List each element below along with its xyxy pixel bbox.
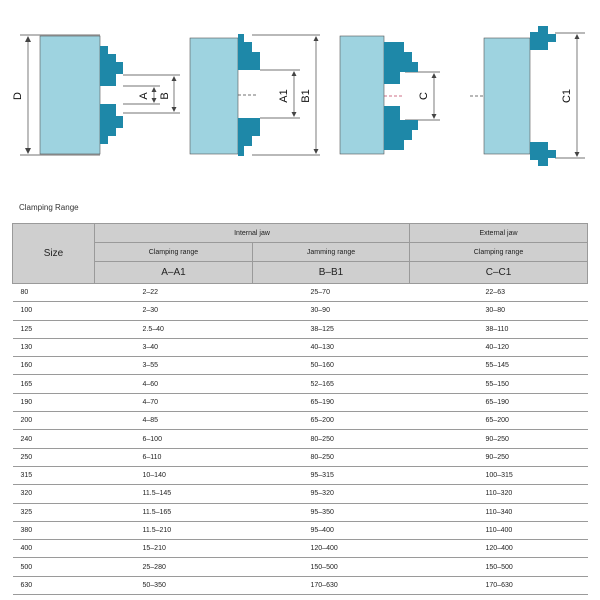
clamping-range-cell: 4–70 (95, 393, 253, 411)
size-cell: 240 (13, 430, 95, 448)
jamming-range-cell: 95–315 (253, 466, 410, 484)
jamming-range-cell: 50–160 (253, 357, 410, 375)
section-title: Clamping Range (19, 203, 79, 212)
table-row (13, 448, 588, 466)
jaw-bottom-3 (384, 106, 418, 150)
external-clamping-range-cell: 55–145 (410, 357, 588, 375)
jamming-range-cell: 150–500 (253, 558, 410, 576)
size-header: Size (13, 224, 95, 284)
table-row (13, 338, 588, 356)
jamming-range-cell: 65–200 (253, 412, 410, 430)
jaw-bottom-1 (100, 104, 123, 144)
table-row (13, 576, 588, 594)
jamming-range-cell: 38–125 (253, 320, 410, 338)
clamping-range-cell: 6–110 (95, 448, 253, 466)
external-clamping-range-cell: 110–320 (410, 485, 588, 503)
table-row (13, 284, 588, 302)
jamming-range-cell: 170–630 (253, 576, 410, 594)
size-cell: 190 (13, 393, 95, 411)
external-jaw-header: External jaw (410, 224, 588, 243)
clamping-range-cell: 3–55 (95, 357, 253, 375)
table-row (13, 430, 588, 448)
size-cell: 165 (13, 375, 95, 393)
table-row (13, 393, 588, 411)
label-c: C (418, 92, 430, 100)
chuck-body-4 (484, 38, 530, 154)
size-cell: 80 (13, 284, 95, 302)
label-a1: A1 (278, 89, 290, 103)
clamping-range-cell: 11.5–165 (95, 503, 253, 521)
table-row (13, 558, 588, 576)
label-c1: C1 (561, 88, 573, 104)
code-b-header: B–B1 (253, 262, 410, 284)
size-cell: 325 (13, 503, 95, 521)
table-row (13, 503, 588, 521)
label-b: B (159, 92, 171, 100)
jaw-top-1 (100, 46, 123, 86)
clamping-range-cell: 15–210 (95, 540, 253, 558)
size-cell: 160 (13, 357, 95, 375)
table-row (13, 466, 588, 484)
external-clamping-range-header: Clamping range (410, 243, 588, 262)
size-cell: 200 (13, 412, 95, 430)
external-clamping-range-cell: 120–400 (410, 540, 588, 558)
size-cell: 100 (13, 302, 95, 320)
external-clamping-range-cell: 65–190 (410, 393, 588, 411)
table-row (13, 302, 588, 320)
jaw-top-2 (238, 34, 260, 70)
table-row (13, 412, 588, 430)
size-cell: 250 (13, 448, 95, 466)
jaw-top-3 (384, 42, 418, 84)
size-cell: 130 (13, 338, 95, 356)
clamping-range-cell: 3–40 (95, 338, 253, 356)
code-c-header: C–C1 (410, 262, 588, 284)
external-clamping-range-cell: 90–250 (410, 448, 588, 466)
external-clamping-range-cell: 40–120 (410, 338, 588, 356)
jamming-range-cell: 95–400 (253, 521, 410, 539)
jaw-bottom-4 (530, 142, 556, 166)
table-row (13, 485, 588, 503)
jamming-range-cell: 80–250 (253, 448, 410, 466)
clamping-range-cell: 2.5–40 (95, 320, 253, 338)
external-clamping-range-cell: 55–150 (410, 375, 588, 393)
jaw-diagrams (0, 0, 600, 200)
clamping-range-cell: 2–30 (95, 302, 253, 320)
size-cell: 400 (13, 540, 95, 558)
clamping-range-cell: 6–100 (95, 430, 253, 448)
size-cell: 315 (13, 466, 95, 484)
size-cell: 320 (13, 485, 95, 503)
label-a: A (138, 92, 150, 100)
clamping-range-cell: 10–140 (95, 466, 253, 484)
size-cell: 125 (13, 320, 95, 338)
jamming-range-cell: 80–250 (253, 430, 410, 448)
external-clamping-range-cell: 38–110 (410, 320, 588, 338)
external-clamping-range-cell: 65–200 (410, 412, 588, 430)
jamming-range-cell: 30–90 (253, 302, 410, 320)
external-clamping-range-cell: 30–80 (410, 302, 588, 320)
size-cell: 380 (13, 521, 95, 539)
clamping-range-table (12, 223, 588, 595)
external-clamping-range-cell: 110–340 (410, 503, 588, 521)
chuck-body-3 (340, 36, 384, 154)
label-b1: B1 (300, 89, 312, 103)
external-clamping-range-cell: 90–250 (410, 430, 588, 448)
table-row (13, 320, 588, 338)
jamming-range-cell: 52–165 (253, 375, 410, 393)
table-row (13, 357, 588, 375)
jamming-range-cell: 25–70 (253, 284, 410, 302)
clamping-range-cell: 11.5–145 (95, 485, 253, 503)
clamping-range-cell: 11.5–210 (95, 521, 253, 539)
external-clamping-range-cell: 110–400 (410, 521, 588, 539)
clamping-range-cell: 4–85 (95, 412, 253, 430)
clamping-range-header: Clamping range (95, 243, 253, 262)
jamming-range-cell: 65–190 (253, 393, 410, 411)
table-row (13, 521, 588, 539)
external-clamping-range-cell: 170–630 (410, 576, 588, 594)
external-clamping-range-cell: 22–63 (410, 284, 588, 302)
table-row (13, 375, 588, 393)
size-cell: 500 (13, 558, 95, 576)
external-clamping-range-cell: 150–500 (410, 558, 588, 576)
chuck-body-1 (40, 36, 100, 154)
clamping-range-cell: 4–60 (95, 375, 253, 393)
jaw-bottom-2 (238, 118, 260, 156)
clamping-range-cell: 25–280 (95, 558, 253, 576)
table-row (13, 540, 588, 558)
label-d: D (12, 92, 24, 100)
jamming-range-header: Jamming range (253, 243, 410, 262)
clamping-range-cell: 2–22 (95, 284, 253, 302)
jaw-top-4 (530, 26, 556, 50)
external-clamping-range-cell: 100–315 (410, 466, 588, 484)
size-cell: 630 (13, 576, 95, 594)
code-a-header: A–A1 (95, 262, 253, 284)
internal-jaw-header: Internal jaw (95, 224, 410, 243)
table-body (13, 284, 588, 595)
jamming-range-cell: 120–400 (253, 540, 410, 558)
jamming-range-cell: 95–320 (253, 485, 410, 503)
clamping-range-cell: 50–350 (95, 576, 253, 594)
chuck-body-2 (190, 38, 238, 154)
jamming-range-cell: 95–350 (253, 503, 410, 521)
jamming-range-cell: 40–130 (253, 338, 410, 356)
